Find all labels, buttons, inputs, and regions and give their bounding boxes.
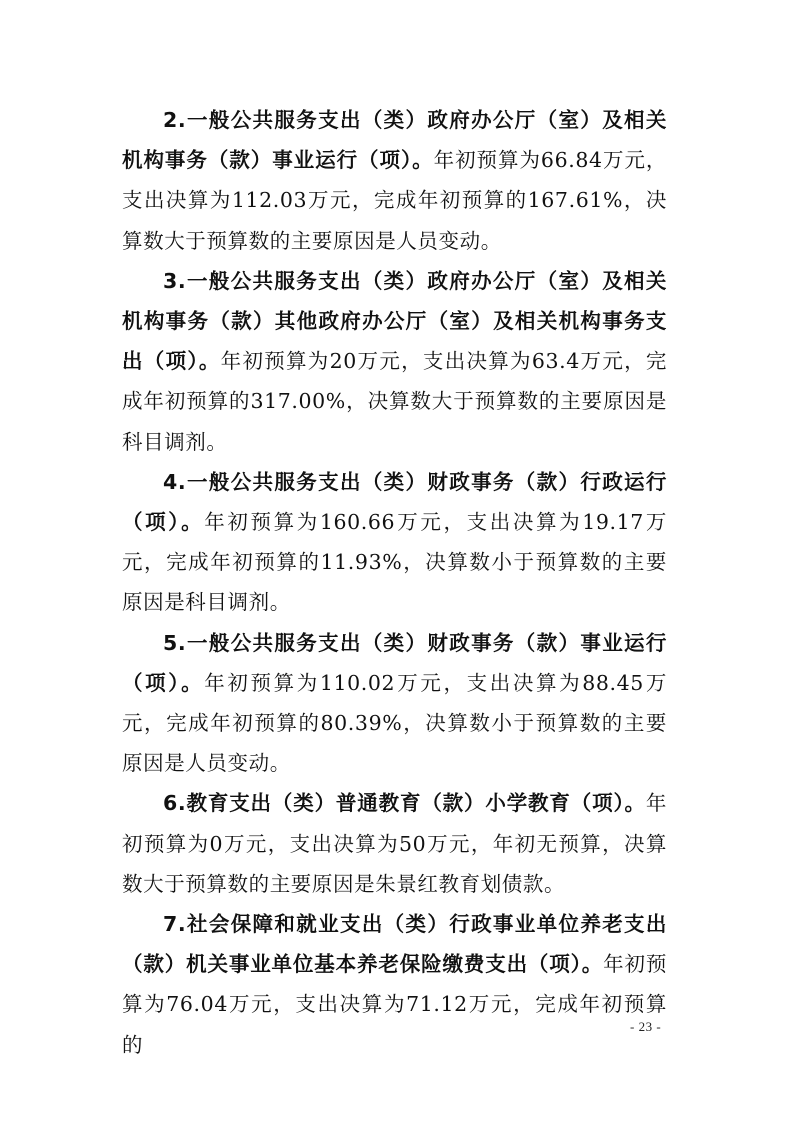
- paragraph-text: 年初预算为0万元，支出决算为50万元，年初无预算，决算数大于预算数的主要原因是朱景红教育划债款。: [122, 791, 667, 896]
- document-body: [122, 100, 667, 1065]
- paragraph-text: 年初预算为160.66万元，支出决算为19.17万元，完成年初预算的11.93%，决算数小于预算数的主要原因是科目调剂。: [122, 510, 667, 615]
- paragraph-item-5: [122, 623, 667, 784]
- paragraph-text: 年初预算为110.02万元，支出决算为88.45万元，完成年初预算的80.39%，决算数小于预算数的主要原因是人员变动。: [122, 670, 667, 776]
- paragraph-text: 年初预算为20万元，支出决算为63.4万元，完成年初预算的317.00%，决算数大于预算数的主要原因是科目调剂。: [122, 349, 668, 454]
- paragraph-item-2: [122, 100, 667, 261]
- paragraph-heading: 6.教育支出（类）普通教育（款）小学教育（项）。: [163, 791, 646, 816]
- paragraph-text: 年初预算为76.04万元，支出决算为71.12万元，完成年初预算的: [122, 952, 667, 1057]
- paragraph-item-3: [122, 261, 667, 462]
- paragraph-item-7: [122, 904, 667, 1065]
- paragraph-heading: 4.一般公共服务支出（类）财政事务（款）行政运行（项）。: [122, 469, 667, 535]
- paragraph-heading: 2.一般公共服务支出（类）政府办公厅（室）及相关机构事务（款）事业运行（项）。: [122, 108, 667, 173]
- paragraph-heading: 3.一般公共服务支出（类）政府办公厅（室）及相关机构事务（款）其他政府办公厅（室）及相关机构事务支出（项）。: [122, 268, 667, 374]
- paragraph-heading: 5.一般公共服务支出（类）财政事务（款）事业运行（项）。: [122, 630, 667, 695]
- paragraph-item-6: [122, 783, 667, 904]
- paragraph-item-4: [122, 462, 667, 623]
- paragraph-heading: 7.社会保障和就业支出（类）行政事业单位养老支出（款）机关事业单位基本养老保险缴费支出（项）。: [122, 912, 667, 977]
- paragraph-text: 年初预算为66.84万元，支出决算为112.03万元，完成年初预算的167.61%，决算数大于预算数的主要原因是人员变动。: [122, 148, 667, 253]
- page-number: - 23 -: [630, 1019, 662, 1034]
